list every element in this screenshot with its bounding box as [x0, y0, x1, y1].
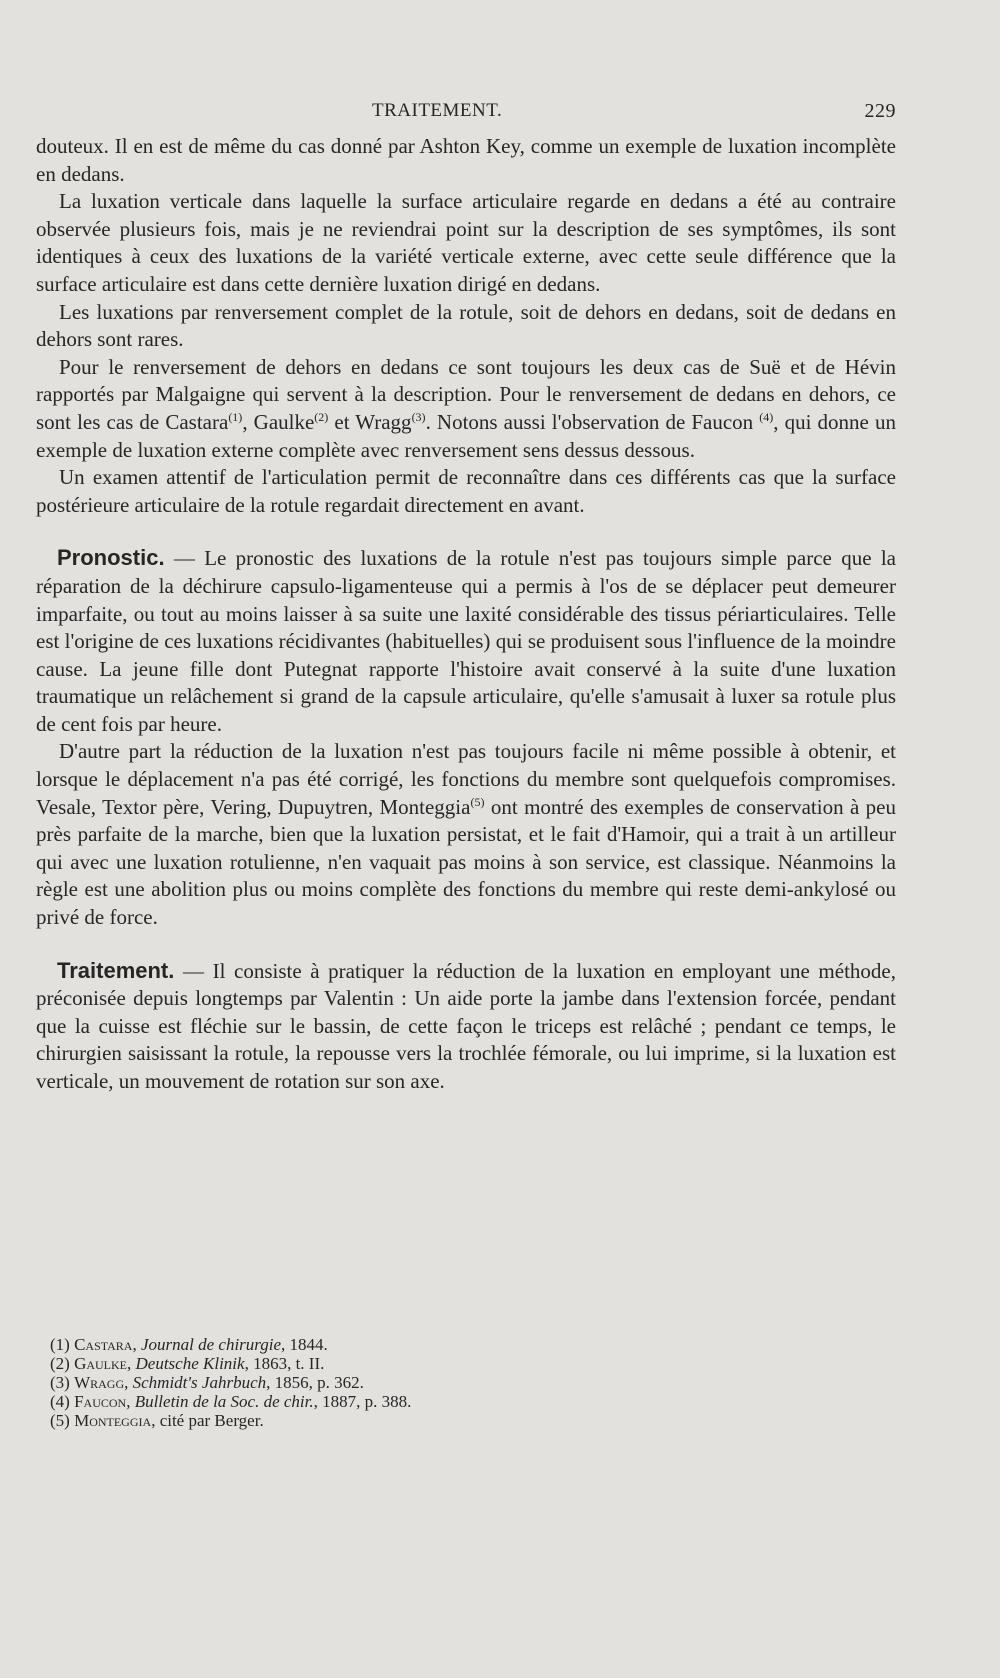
paragraph-4-text-b: , Gaulke — [242, 409, 315, 434]
pronostic-section — [36, 544, 896, 738]
footnote-number: (2) — [50, 1354, 70, 1373]
paragraph-4-text-c: et Wragg — [328, 409, 412, 434]
footnote-details: , cité par Berger. — [151, 1411, 264, 1430]
footnotes — [50, 1335, 650, 1430]
footnote-3: (3) Wragg, Schmidt's Jahrbuch, 1856, p. 362. — [50, 1373, 364, 1392]
traitement-section — [36, 957, 896, 1096]
footnote-work: Schmidt's Jahrbuch — [132, 1373, 267, 1392]
footnote-details: , 1863, t. II. — [244, 1354, 325, 1373]
main-text — [36, 133, 896, 1096]
footnote-work: Bulletin de la Soc. de chir. — [134, 1392, 314, 1411]
paragraph-4-text-a: Pour le renversement de dehors en dedans ce sont toujours les deux cas de Suë et de Hévin rapportés par Malgaigne qui servent à la description. Pour le renversement de dedans en dehors, ce sont les cas de Castara — [36, 354, 896, 434]
pronostic-paragraph-2-text-a: D'autre part la réduction de la luxation n'est pas toujours facile ni même possible à obtenir, et lorsque le déplacement n'a pas été corrigé, les fonctions du membre sont quelquefois compromises. Vesale, Textor père, Vering, Dupuytren, Monteggia — [36, 739, 896, 819]
running-title: TRAITEMENT. — [372, 100, 503, 121]
traitement-heading: Traitement. — [57, 957, 175, 983]
footnote-ref-2: (2) — [314, 409, 329, 424]
footnote-work: Journal de chirurgie — [140, 1335, 282, 1354]
traitement-text: — Il consiste à pratiquer la réduction de la luxation en employant une méthode, préconisée depuis longtemps par Valentin : Un aide porte la jambe dans l'extension forcée, pendant que la cuisse est fléchie sur le bassin, de cette façon le triceps est relâché ; pendant ce temps, le chirurgien saisissant la rotule, la repousse vers la trochlée fémorale, ou lui imprime, si la luxation est verticale, un mouvement de rotation sur son axe. — [36, 958, 896, 1093]
paragraph-5: Un examen attentif de l'articulation permit de reconnaître dans ces différents cas que la surface postérieure articulaire de la rotule regardait directement en avant. — [36, 465, 896, 517]
footnote-number: (4) — [50, 1392, 70, 1411]
footnote-author: Wragg — [74, 1373, 125, 1392]
paragraph-2: La luxation verticale dans laquelle la surface articulaire regarde en dedans a été au contraire observée plusieurs fois, mais je ne reviendrai point sur la description de ses symptômes, ils sont identiques à ceux des luxations de la variété verticale externe, avec cette seule différence que la surface articulaire est dans cette dernière luxation dirigé en dedans. — [36, 189, 896, 296]
footnote-ref-3: (3) — [411, 409, 426, 424]
footnote-author: Monteggia — [74, 1411, 152, 1430]
paragraph-4-text-e: , qui donne un exemple de luxation externe complète avec renversement sens dessus dessous. — [36, 409, 896, 462]
footnote-4: (4) Faucon, Bulletin de la Soc. de chir., 1887, p. 388. — [50, 1392, 412, 1411]
footnote-number: (5) — [50, 1411, 70, 1430]
footnote-work: Deutsche Klinik — [135, 1354, 245, 1373]
pronostic-text: — Le pronostic des luxations de la rotule n'est pas toujours simple parce que la réparation de la déchirure capsulo-ligamenteuse qui a permis à l'os de se déplacer peut demeurer imparfaite, ou tout au moins laisser à sa suite une laxité considérable des tissus périarticulaires. Telle est l'origine de ces luxations récidivantes (habituelles) qui se produisent sous l'influence de la moindre cause. La jeune fille dont Putegnat rapporte l'histoire avait conservé à la suite d'une luxation traumatique un relâchement si grand de la capsule articulaire, qu'elle s'amusait à luxer sa rotule plus de cent fois par heure. — [36, 546, 896, 736]
footnote-2: (2) Gaulke, Deutsche Klinik, 1863, t. II. — [50, 1354, 325, 1373]
footnote-author: Gaulke — [74, 1354, 128, 1373]
footnote-ref-1: (1) — [228, 409, 243, 424]
footnote-author: Faucon — [74, 1392, 127, 1411]
running-head — [36, 100, 896, 130]
footnote-5 — [50, 1411, 650, 1430]
page-number: 229 — [864, 100, 896, 122]
pronostic-paragraph-2-text-b: ont montré des exemples de conservation à peu près parfaite de la marche, bien que la luxation persistat, et le fait d'Hamoir, qui a trait à un artilleur qui avec une luxation rotulienne, n'en vaquait pas moins à son service, est classique. Néanmoins la règle est une abolition plus ou moins complète des fonctions du membre qui reste demi-ankylosé ou privé de force. — [36, 794, 897, 930]
footnote-number: (3) — [50, 1373, 70, 1392]
paragraph-4 — [36, 354, 896, 464]
footnote-details: , 1856, p. 362. — [266, 1373, 364, 1392]
footnote-ref-4: (4) — [759, 409, 774, 424]
footnote-number: (1) — [50, 1335, 70, 1354]
paragraph-3: Les luxations par renversement complet de la rotule, soit de dehors en dedans, soit de dedans en dehors sont rares. — [36, 299, 896, 352]
footnote-details: , 1887, p. 388. — [313, 1392, 412, 1411]
pronostic-heading: Pronostic. — [57, 545, 165, 571]
footnote-author: Castara — [74, 1335, 133, 1354]
footnote-1: (1) Castara, Journal de chirurgie, 1844. — [50, 1335, 328, 1354]
footnote-ref-5: (5) — [470, 794, 485, 809]
paragraph-1: douteux. Il en est de même du cas donné par Ashton Key, comme un exemple de luxation incomplète en dedans. — [36, 134, 896, 186]
footnote-details: , 1844. — [281, 1335, 328, 1354]
paragraph-4-text-d: . Notons aussi l'observation de Faucon — [425, 409, 760, 434]
pronostic-paragraph-2 — [36, 738, 896, 931]
